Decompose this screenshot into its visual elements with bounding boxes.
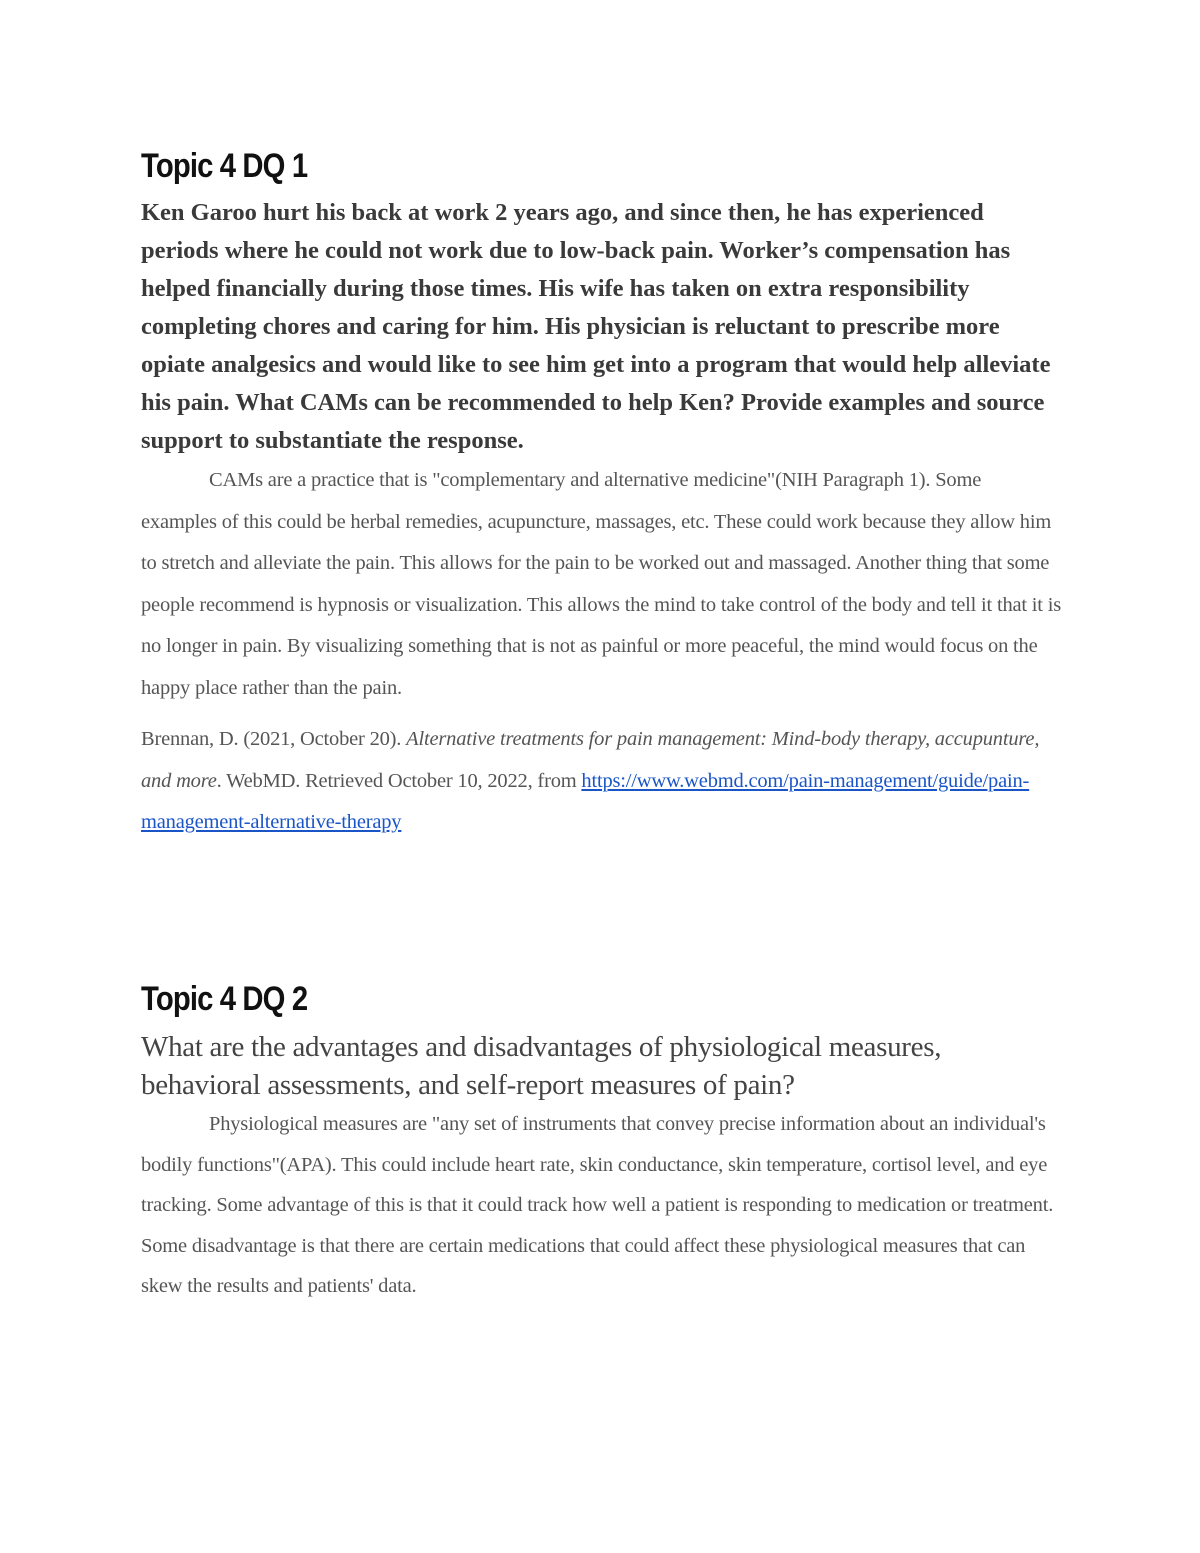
topic-4-dq-2-section [141,973,1061,1307]
reference-publisher-retrieved: . WebMD. Retrieved October 10, 2022, from [216,769,582,792]
reference-citation [141,719,1061,844]
section-heading: Topic 4 DQ 1 [141,147,308,185]
answer-paragraph: CAMs are a practice that is "complementary and alternative medicine"(NIH Paragraph 1). Some examples of this could be herbal remedies, acupuncture, massages, etc. These could work because they allow him to stretch and alleviate the pain. This allows for the pain to be worked out and massaged. Another thing that some people recommend is hypnosis or visualization. This allows the mind to take control of the body and tell it that it is no longer in pain. By visualizing something that is not as painful or more peaceful, the mind would focus on the happy place rather than the pain. [141,469,1062,699]
answer-paragraph: Physiological measures are "any set of instruments that convey precise information about an individual's bodily functions"(APA). This could include heart rate, skin conductance, skin temperature, cortisol level, and eye tracking. Some advantage of this is that it could track how well a patient is responding to medication or treatment. Some disadvantage is that there are certain medications that could affect these physiological measures that can skew the results and patients' data. [141,1113,1054,1297]
reference-authors-date: Brennan, D. (2021, October 20). [141,728,407,750]
reference-title: Alternative treatments for pain management: Mind-body therapy, accupunture, and more [141,728,1040,792]
reference-url-link[interactable]: https://www.webmd.com/pain-management/guide/pain-management-alternative-therapy [141,769,1030,833]
discussion-question: Ken Garoo hurt his back at work 2 years ago, and since then, he has experienced periods where he could not work due to low-back pain. Worker’s compensation has helped financially during those times. His wife has taken on extra responsibility completing chores and caring for him. His physician is reluctant to prescribe more opiate analgesics and would like to see him get into a program that would help alleviate his pain. What CAMs can be recommended to help Ken? Provide examples and source support to substantiate the response. [141,199,1051,454]
discussion-question: What are the advantages and disadvantages of physiological measures, behavioral assessments, and self-report measures of pain? [141,1031,942,1101]
section-heading: Topic 4 DQ 2 [141,980,308,1018]
topic-4-dq-1-section [141,140,1061,844]
